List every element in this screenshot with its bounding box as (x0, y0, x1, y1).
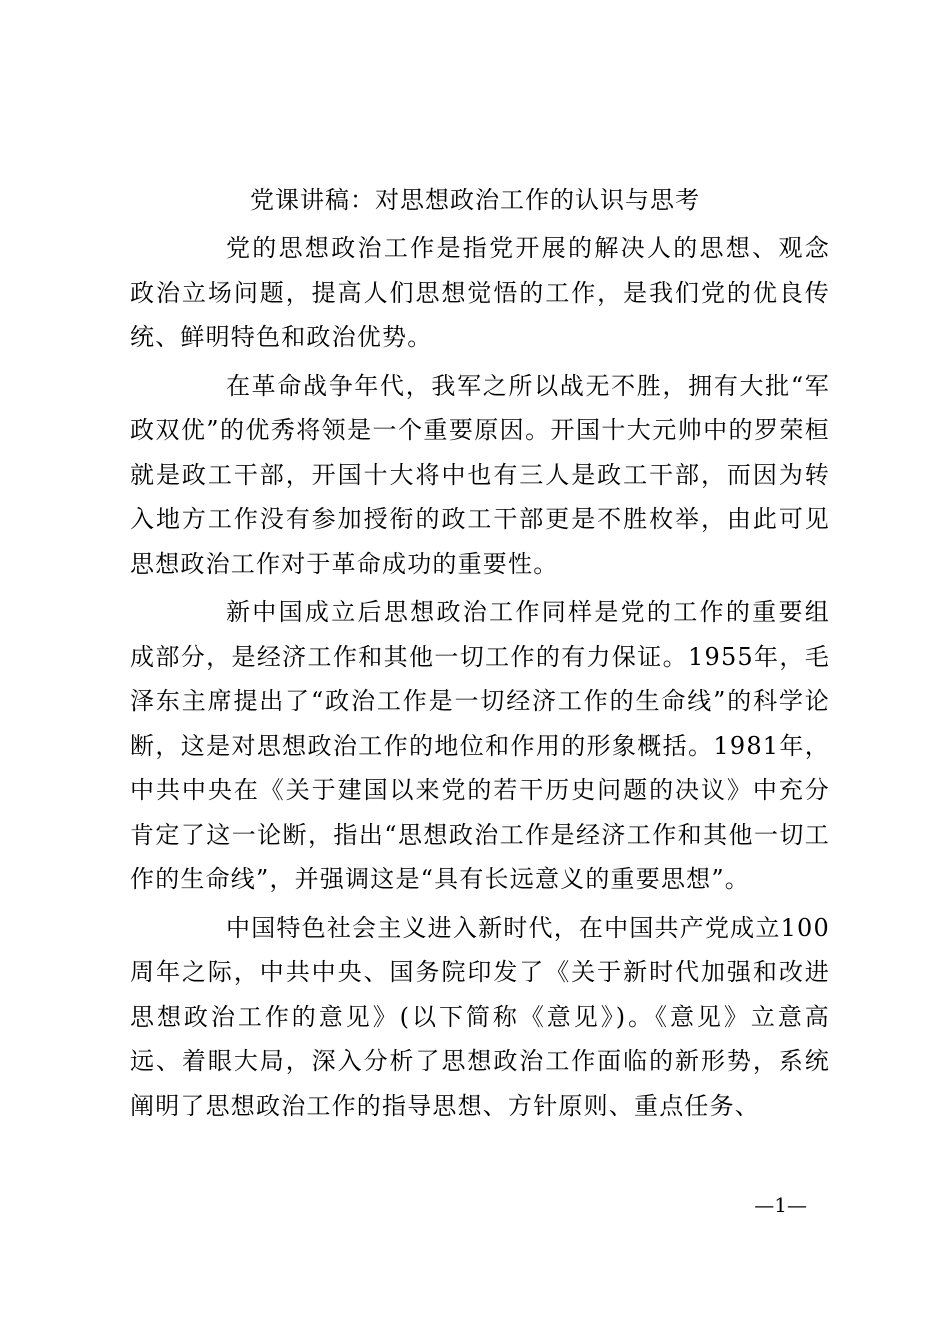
paragraph-1: 党的思想政治工作是指党开展的解决人的思想、观念政治立场问题，提高人们思想觉悟的工作，是我们党的优良传统、鲜明特色和政治优势。 (130, 234, 830, 351)
paragraph-3: 新中国成立后思想政治工作同样是党的工作的重要组成部分，是经济工作和其他一切工作的有力保证。1955年，毛泽东主席提出了“政治工作是一切经济工作的生命线”的科学论断，这是对思想政治工作的地位和作用的形象概括。1981年，中共中央在《关于建国以来党的若干历史问题的决议》中充分肯定了这一论断，指出“思想政治工作是经济工作和其他一切工作的生命线”，并强调这是“具有长远意义的重要思想”。 (130, 598, 830, 893)
page-number: —1— (754, 1193, 807, 1217)
document-title: 党课讲稿：对思想政治工作的认识与思考 (250, 186, 700, 214)
document-body (130, 226, 830, 1128)
paragraph-2: 在革命战争年代，我军之所以战无不胜，拥有大批“军政双优”的优秀将领是一个重要原因。开国十大元帅中的罗荣桓就是政工干部，开国十大将中也有三人是政工干部，而因为转入地方工作没有参加授衔的政工干部更是不胜枚举，由此可见思想政治工作对于革命成功的重要性。 (130, 371, 830, 578)
paragraph-4: 中国特色社会主义进入新时代，在中国共产党成立100周年之际，中共中央、国务院印发了《关于新时代加强和改进思想政治工作的意见》(以下简称《意见》)。《意见》立意高远、着眼大局，深入分析了思想政治工作面临的新形势，系统阐明了思想政治工作的指导思想、方针原则、重点任务、 (130, 913, 830, 1120)
